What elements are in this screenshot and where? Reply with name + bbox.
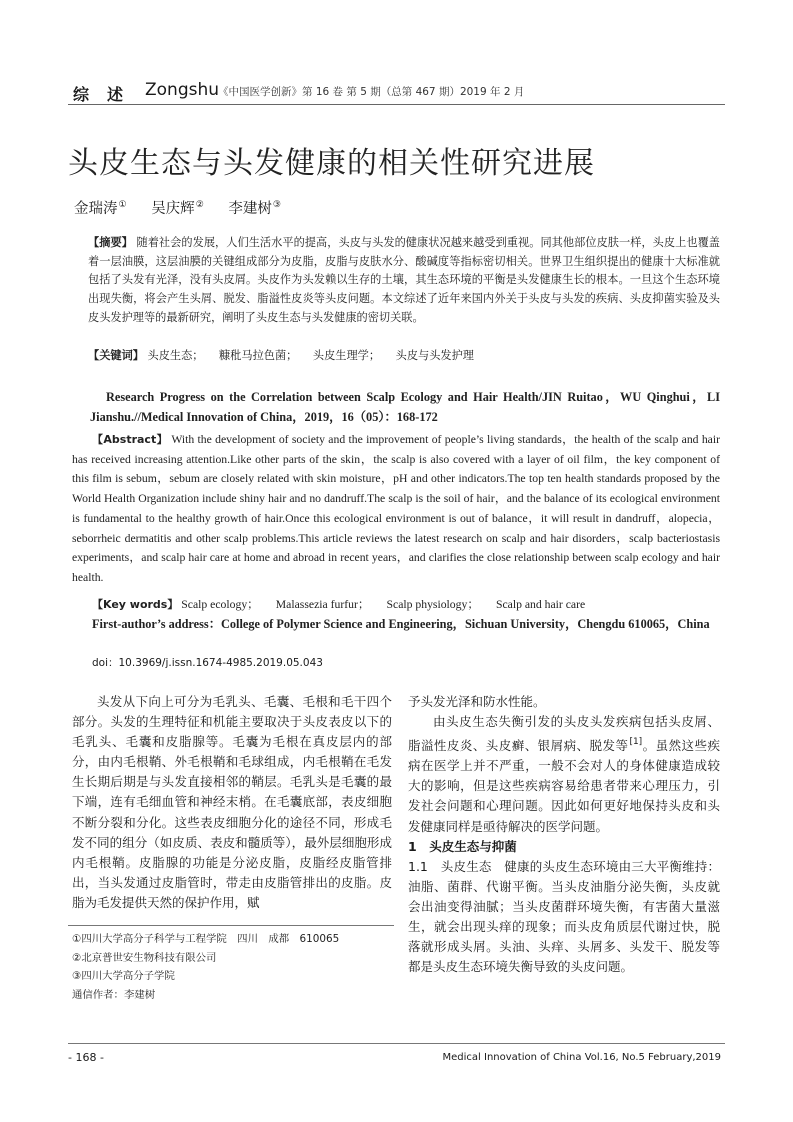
body-paragraph: 予头发光泽和防水性能。	[408, 694, 546, 709]
header-rule	[68, 104, 725, 105]
abstract-en	[72, 430, 720, 588]
subsection-paragraph: 1.1 头皮生态 健康的头皮生态环境由三大平衡维持：油脂、菌群、代谢平衡。当头皮油脂分泌失衡，头皮就会出油变得油腻；当头皮菌群环境失衡，有害菌大量滋生，就会出现头痒的现象；而头皮角质层代谢过快，脱落就形成头屑。头油、头痒、头屑多、头发干、脱发等都是头皮生态环境失衡导致的头皮问题。	[408, 858, 720, 975]
body-paragraph: 由头皮生态失衡引发的头皮头发疾病包括头皮屑、脂溢性皮炎、头皮癣、银屑病、脱发等[1]。虽然这些疾病在医学上并不严重，一般不会对人的身体健康造成较大的影响，但是这些疾病容易给患者带来心理压力，引发社会问题和心理问题。因此如何更好地保持头皮和头发健康同样是亟待解决的医学问题。	[408, 714, 720, 834]
citation-ref: [1]	[629, 737, 643, 748]
keyword-en: Scalp ecology；	[181, 598, 259, 611]
footnotes	[72, 930, 339, 1005]
english-title-citation: Research Progress on the Correlation between Scalp Ecology and Hair Health/JIN Ruitao，WU Qinghui，LI Jianshu.//Medical Innovation of China，2019，16（05）：168-172	[90, 390, 720, 424]
subsection-title: 头皮生态	[440, 858, 492, 874]
keyword-en: Scalp and hair care	[495, 598, 586, 611]
author: 李建树③	[228, 200, 281, 217]
abstract-en-label: 【Abstract】	[92, 433, 168, 446]
section-heading: 1 头皮生态与抑菌	[408, 838, 517, 854]
keyword-en: Malassezia furfur；	[275, 598, 370, 611]
author: 金瑞涛①	[74, 200, 127, 217]
abstract-cn	[88, 234, 720, 328]
section-label: 综述	[73, 85, 142, 104]
body-column-right	[408, 692, 720, 977]
journal-issue: 《中国医学创新》第 16 卷 第 5 期（总第 467 期）2019 年 2 月	[218, 86, 525, 98]
subsection-number: 1.1	[408, 858, 428, 874]
keywords-en-label: 【Key words】	[92, 598, 179, 611]
footnote: ②北京普世安生物科技有限公司	[72, 951, 217, 964]
keyword: 头皮生理学；	[312, 349, 381, 362]
abstract-en-text: With the development of society and the improvement of people’s living standards，the health of the scalp and hair has received increasing attention.Like other parts of the skin，the scalp is also covered with a layer of oil film，the key component of this film is sebum，sebum are closely related with skin moisture，pH and other indicators.The top ten health standards proposed by the World Health Organization include shiny hair and no dandruff.The scalp is the soil of hair，and the balance of its ecological environment is fundamental to the healthy growth of hair.Once this ecological environment is out of balance，it will result in dandruff，alopecia，seborrheic dermatitis and other scalp problems.This article reviews the latest research on scalp and hair disorders，scalp bacteriostasis experiments，and scalp hair care at home and abroad in recent years，and clarifies the close relationship between scalp ecology and hair health.	[72, 433, 721, 584]
footnote: ①四川大学高分子科学与工程学院 四川 成都 610065	[72, 933, 340, 945]
footnote-rule	[68, 925, 394, 926]
keywords-cn	[88, 347, 720, 366]
journal-footer: Medical Innovation of China Vol.16, No.5 February,2019	[442, 1052, 721, 1063]
first-author-address: First-author’s address：College of Polymer Science and Engineering，Sichuan University，Chengdu 610065，China	[92, 617, 710, 631]
author: 吴庆辉②	[151, 200, 204, 217]
keyword: 糠秕马拉色菌；	[219, 349, 298, 362]
page-number: - 168 -	[68, 1051, 104, 1064]
keywords-cn-label: 【关键词】	[88, 349, 144, 362]
author-list	[74, 197, 301, 218]
footnote: 通信作者：李建树	[72, 989, 156, 1002]
section-label-en: Zongshu	[145, 80, 220, 100]
keyword: 头皮与头发护理	[395, 349, 474, 362]
body-column-left	[72, 692, 392, 913]
abstract-cn-label: 【摘要】	[88, 236, 133, 249]
article-title: 头皮生态与头发健康的相关性研究进展	[68, 146, 595, 181]
keyword-en: Scalp physiology；	[386, 598, 480, 611]
keywords-en	[92, 596, 599, 612]
footnote: ③四川大学高分子学院	[72, 970, 175, 983]
footer-rule	[68, 1043, 725, 1044]
abstract-cn-text: 随着社会的发展，人们生活水平的提高，头皮与头发的健康状况越来越受到重视。同其他部位皮肤一样，头皮上也覆盖着一层油膜，这层油膜的关键组成部分为皮脂，皮脂与皮肤水分、酸碱度等指标密切相关。世界卫生组织提出的健康十大标准就包括了头发有光泽，没有头皮屑。头皮作为头发赖以生存的土壤，其生态环境的平衡是头发健康生长的根本。一旦这个生态环境出现失衡，将会产生头屑、脱发、脂溢性皮炎等头皮问题。本文综述了近年来国内外关于头皮与头发的疾病、头皮抑菌实验及头皮头发护理等的最新研究，阐明了头皮生态与头发健康的密切关联。	[88, 236, 720, 324]
body-paragraph: 头发从下向上可分为毛乳头、毛囊、毛根和毛干四个部分。头发的生理特征和机能主要取决于头皮表皮以下的毛乳头、毛囊和皮脂腺等。毛囊为毛根在真皮层内的部分，由内毛根鞘、外毛根鞘和毛球组成，内毛根鞘在毛发生长期后期是与头发直接相邻的鞘层。毛乳头是毛囊的最下端，连有毛细血管和神经末梢。在毛囊底部，表皮细胞不断分裂和分化。这些表皮细胞分化的途径不同，形成毛发不同的组分（如皮质、表皮和髓质等），最外层细胞形成内毛根鞘。皮脂腺的功能是分泌皮脂，皮脂经皮脂管排出，当头发通过皮脂管时，带走由皮脂管排出的皮脂。皮脂为毛发提供天然的保护作用，赋	[72, 694, 392, 910]
doi: doi：10.3969/j.issn.1674-4985.2019.05.043	[92, 657, 323, 669]
keyword: 头皮生态；	[147, 349, 204, 362]
